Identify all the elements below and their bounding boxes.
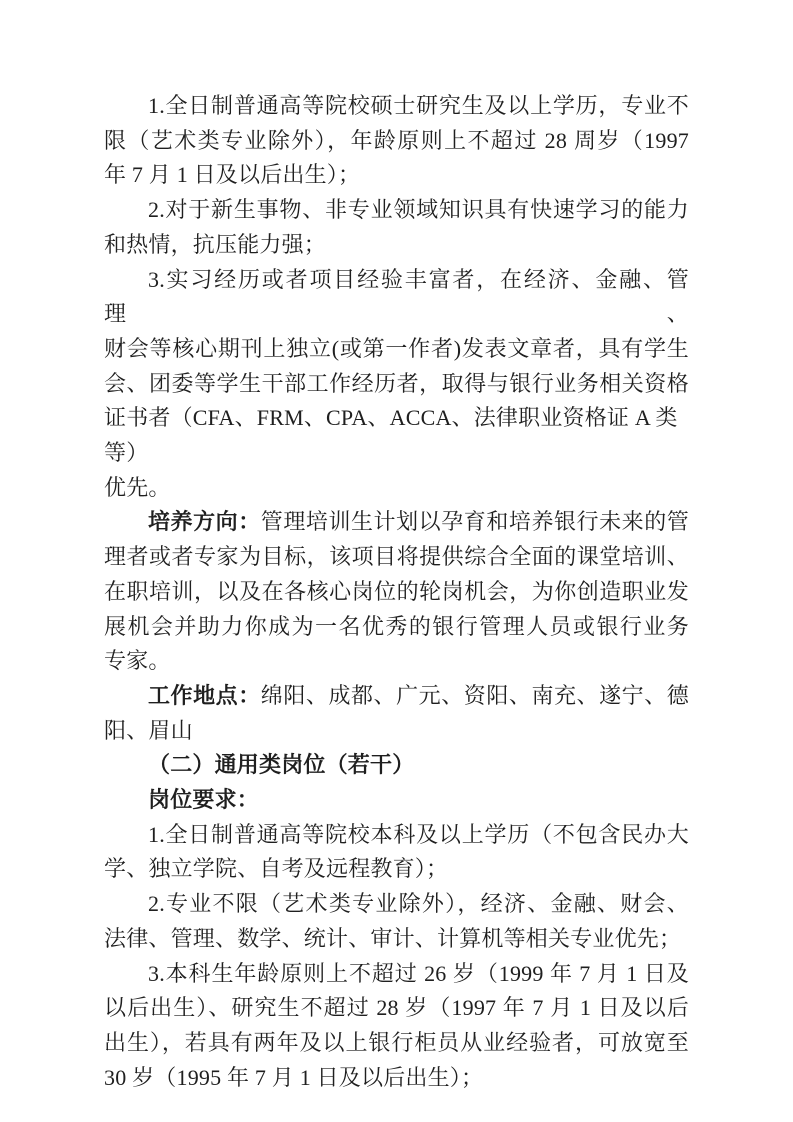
text-run: 在职培训，以及在各核心岗位的轮岗机会，为你创造职业发: [104, 578, 689, 604]
text-line: [104, 575, 689, 610]
text-line: [104, 263, 689, 332]
section-heading: [104, 748, 689, 783]
text-run: 30 岁（1995 年 7 月 1 日及以后出生）；: [104, 1064, 484, 1090]
text-run: 3.实习经历或者项目经验丰富者，在经济、金融、管理、: [104, 266, 689, 327]
bold-run: 工作地点：: [148, 682, 261, 708]
text-run: 出生），若具有两年及以上银行柜员从业经验者，可放宽至: [104, 1029, 689, 1055]
text-run: 法律、管理、数学、统计、审计、计算机等相关专业优先；: [104, 925, 682, 951]
text-line: [104, 124, 689, 159]
text-run: 展机会并助力你成为一名优秀的银行管理人员或银行业务: [104, 613, 689, 639]
text-run: 优先。: [104, 474, 171, 500]
text-run: 理者或者专家为目标，该项目将提供综合全面的课堂培训、: [104, 544, 689, 570]
text-line: [104, 644, 689, 679]
text-line: [104, 922, 689, 957]
text-line: [104, 401, 689, 470]
text-run: 证书者（CFA、FRM、CPA、ACCA、法律职业资格证 A 类等）: [104, 405, 678, 466]
text-line: [104, 367, 689, 402]
document-body: [104, 89, 689, 1095]
text-line: [104, 193, 689, 228]
text-run: 限（艺术类专业除外），年龄原则上不超过 28 周岁（1997: [104, 127, 689, 153]
bold-run: （二）通用类岗位（若干）: [148, 752, 415, 778]
bold-run: 培养方向：: [148, 509, 261, 535]
text-line: [104, 471, 689, 506]
text-line: [104, 610, 689, 645]
text-line: [104, 89, 689, 124]
text-line: [104, 957, 689, 992]
text-line: [104, 852, 689, 887]
text-run: 和热情，抗压能力强；: [104, 231, 327, 257]
text-line: [104, 991, 689, 1026]
text-line: [104, 332, 689, 367]
bold-run: 岗位要求：: [148, 787, 260, 813]
text-line: [104, 540, 689, 575]
text-run: 1.全日制普通高等院校本科及以上学历（不包含民办大: [148, 821, 689, 847]
text-run: 学、独立学院、自考及远程教育）；: [104, 856, 449, 882]
section-heading: [104, 783, 689, 818]
text-run: 以后出生）、研究生不超过 28 岁（1997 年 7 月 1 日及以后: [104, 995, 689, 1021]
text-line: [104, 714, 689, 749]
text-run: 1.全日制普通高等院校硕士研究生及以上学历，专业不: [148, 93, 689, 118]
text-run: 3.本科生年龄原则上不超过 26 岁（1999 年 7 月 1 日及: [148, 960, 689, 986]
text-run: 阳、眉山: [104, 717, 193, 743]
text-line: [104, 228, 689, 263]
text-run: 会、团委等学生干部工作经历者，取得与银行业务相关资格: [104, 370, 689, 396]
text-run: 2.对于新生事物、非专业领域知识具有快速学习的能力: [148, 197, 689, 223]
text-line: [104, 505, 689, 540]
text-run: 财会等核心期刊上独立(或第一作者)发表文章者，具有学生: [104, 335, 689, 361]
text-line: [104, 158, 689, 193]
text-line: [104, 1026, 689, 1061]
text-line: [104, 679, 689, 714]
text-line: [104, 818, 689, 853]
text-line: [104, 1061, 689, 1096]
text-run: 年 7 月 1 日及以后出生）；: [104, 162, 361, 188]
text-run: 专家。: [104, 648, 171, 674]
text-run: 管理培训生计划以孕育和培养银行未来的管: [260, 509, 689, 535]
text-run: 绵阳、成都、广元、资阳、南充、遂宁、德: [260, 682, 689, 708]
text-line: [104, 887, 689, 922]
text-run: 2.专业不限（艺术类专业除外），经济、金融、财会、: [148, 891, 689, 917]
